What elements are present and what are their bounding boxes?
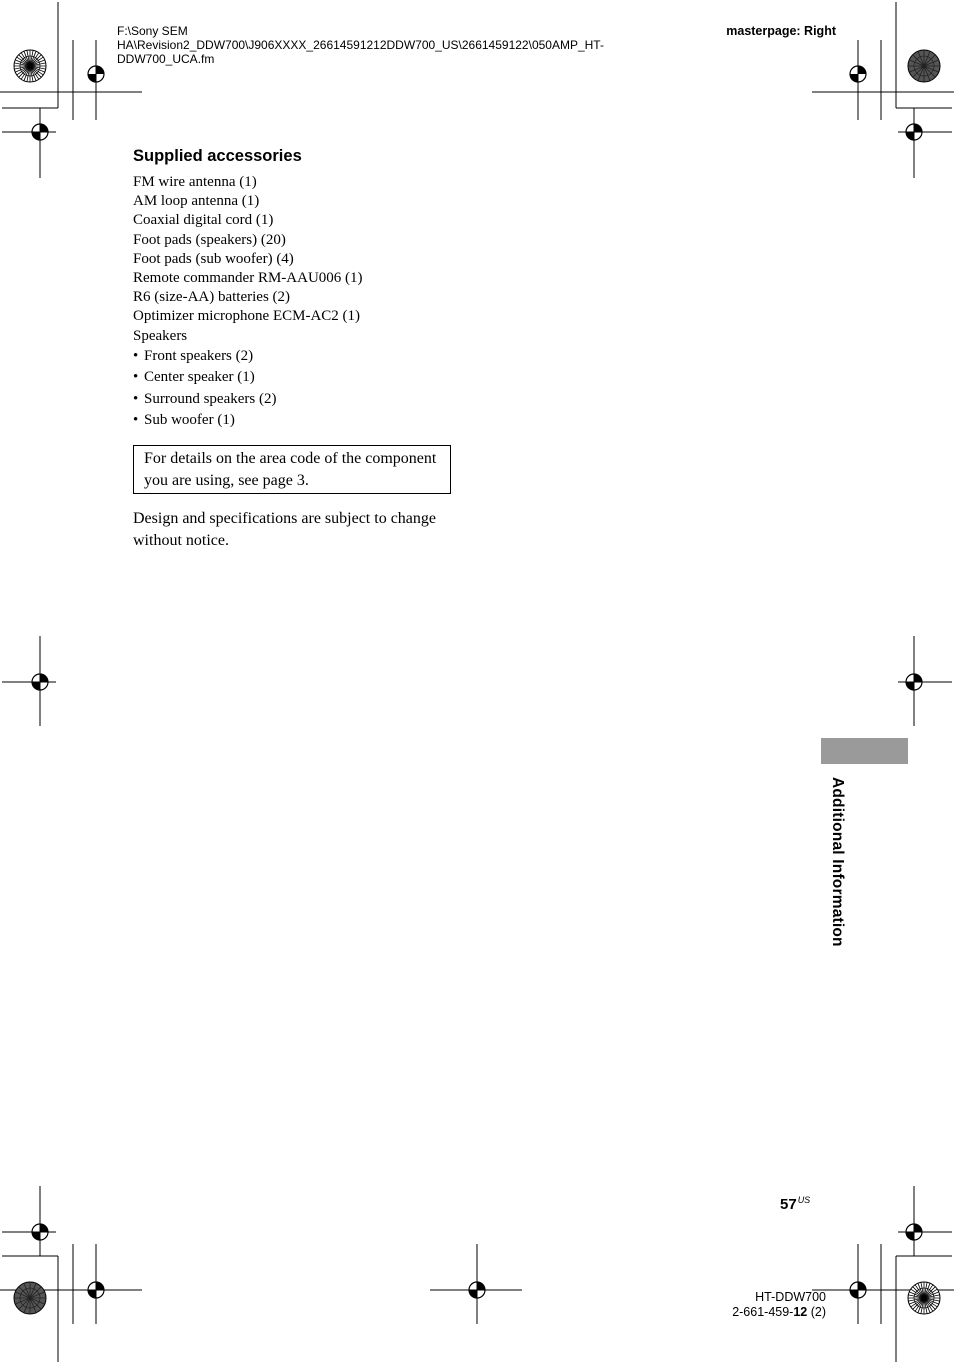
speaker-list-item [133, 367, 276, 388]
file-path-line: DDW700_UCA.fm [117, 52, 215, 66]
registration-crosshair-icon [88, 66, 104, 82]
file-path-header [117, 24, 677, 66]
crop-marks-middle [2, 636, 952, 726]
bullet-icon: • [133, 348, 139, 364]
speaker-list-item [133, 389, 276, 410]
speaker-list-item [133, 346, 276, 367]
crop-marks-bottom-left [0, 1186, 142, 1362]
registration-crosshair-icon [906, 124, 922, 140]
part-number-prefix: 2-661-459- [732, 1304, 794, 1319]
model-name: HT-DDW700 [755, 1290, 826, 1304]
list-item: AM loop antenna (1) [133, 193, 260, 210]
speaker-item-label: Center speaker (1) [144, 369, 255, 386]
speaker-item-label: Surround speakers (2) [144, 390, 277, 407]
bullet-icon: • [133, 411, 139, 428]
registration-crosshair-icon [850, 66, 866, 82]
registration-crosshair-icon [32, 674, 48, 690]
color-starburst-icon [908, 50, 940, 82]
list-item: Foot pads (speakers) (20) [133, 231, 286, 248]
page-number-value: 57 [780, 1196, 797, 1213]
crop-marks-bottom-right [812, 1186, 954, 1362]
registration-crosshair-icon [906, 1224, 922, 1240]
part-number-revision: 12 [793, 1304, 808, 1319]
file-path-line: F:\Sony SEM [117, 24, 188, 38]
list-item: Speakers [133, 327, 188, 344]
registration-crosshair-icon [850, 1282, 866, 1298]
registration-crosshair-icon [906, 674, 922, 690]
part-number [732, 1305, 826, 1320]
speaker-list-item [133, 410, 276, 431]
bullet-icon: • [133, 369, 139, 386]
section-tab-label: Additional Information [829, 777, 846, 947]
speaker-item-label: Sub woofer (1) [144, 411, 235, 428]
section-tab-marker [821, 738, 908, 764]
bullet-icon: • [133, 390, 139, 407]
registration-crosshair-icon [32, 1224, 48, 1240]
area-code-note-box: For details on the area code of the component you are using, see page 3. [133, 445, 451, 494]
accessories-list [133, 173, 363, 346]
color-starburst-icon [908, 1282, 940, 1314]
masterpage-label: masterpage: Right [726, 24, 836, 38]
registration-crosshair-icon [469, 1282, 485, 1298]
list-item: Optimizer microphone ECM-AC2 (1) [133, 308, 361, 325]
model-info [732, 1290, 826, 1319]
color-starburst-icon [14, 1282, 46, 1314]
page-number [780, 1195, 810, 1214]
section-heading: Supplied accessories [133, 147, 302, 165]
list-item: R6 (size-AA) batteries (2) [133, 289, 291, 306]
list-item: Foot pads (sub woofer) (4) [133, 250, 294, 267]
color-starburst-icon [14, 50, 46, 82]
list-item: Coaxial digital cord (1) [133, 212, 274, 229]
design-notice: Design and specifications are subject to change without notice. [133, 510, 436, 549]
registration-crosshair-icon [88, 1282, 104, 1298]
list-item: FM wire antenna (1) [133, 174, 257, 190]
crop-marks-bottom-center [430, 1244, 522, 1324]
page-number-suffix: US [797, 1195, 811, 1205]
speaker-item-label: Front speakers (2) [144, 348, 254, 364]
registration-crosshair-icon [32, 124, 48, 140]
file-path-line: HA\Revision2_DDW700\J906XXXX_26614591212DDW700_US\2661459122\050AMP_HT- [117, 38, 604, 52]
list-item: Remote commander RM-AAU006 (1) [133, 269, 363, 286]
speaker-list [133, 346, 276, 431]
part-number-suffix: (2) [807, 1304, 826, 1319]
